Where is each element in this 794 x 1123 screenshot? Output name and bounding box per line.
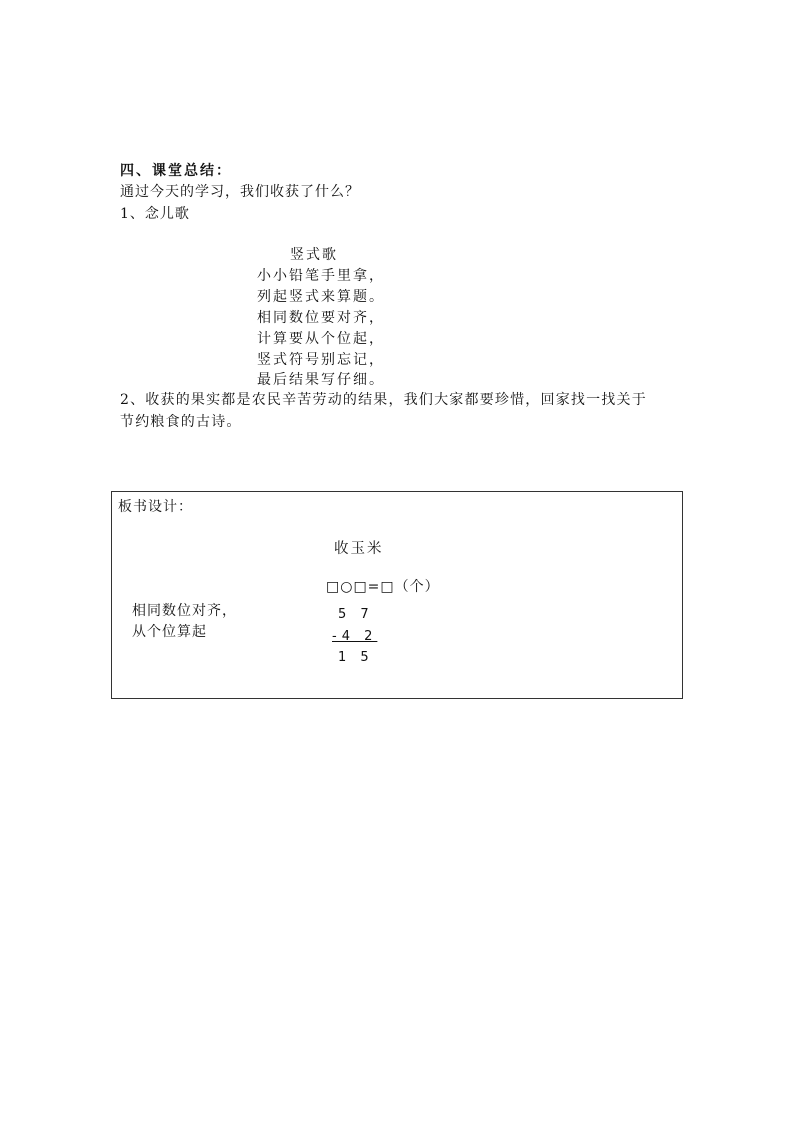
section-heading: 四、课堂总结：	[120, 163, 232, 179]
calc-subtrahend: -4 2	[332, 629, 378, 644]
equation-template: □○□=□（个）	[326, 579, 440, 595]
item-one: 1、念儿歌	[120, 206, 190, 222]
poem-line: 列起竖式来算题。	[257, 289, 385, 305]
poem-line: 小小铅笔手里拿，	[257, 268, 385, 284]
poem-title: 竖式歌	[290, 247, 338, 263]
poem-line: 相同数位要对齐，	[257, 310, 385, 326]
board-design-box	[111, 491, 683, 699]
board-title: 收玉米	[334, 541, 384, 557]
calc-result: 1 5	[338, 650, 374, 665]
side-note-line-1: 相同数位对齐，	[132, 603, 237, 619]
board-label: 板书设计：	[118, 499, 193, 515]
poem-line: 竖式符号别忘记，	[257, 352, 385, 368]
poem-line: 最后结果写仔细。	[257, 372, 385, 388]
item-two-line-1: 2、收获的果实都是农民辛苦劳动的结果，我们大家都要珍惜，回家找一找关于	[120, 392, 647, 408]
side-note-line-2: 从个位算起	[132, 624, 207, 640]
item-two-line-2: 节约粮食的古诗。	[120, 414, 242, 430]
intro-text: 通过今天的学习，我们收获了什么？	[120, 184, 360, 200]
poem-line: 计算要从个位起，	[257, 331, 385, 347]
calc-minuend: 5 7	[338, 607, 374, 622]
